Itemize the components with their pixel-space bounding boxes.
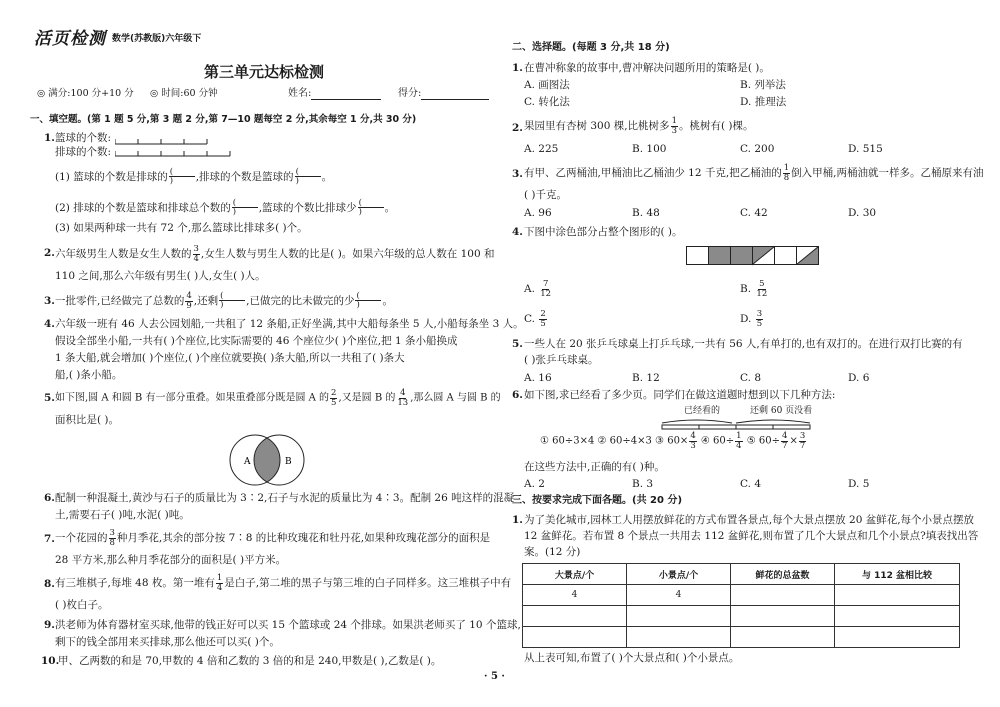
s2q3-option-c[interactable]: C. 42 [740, 207, 768, 219]
s2q5-option-d[interactable]: D. 6 [848, 372, 870, 384]
s2q2-option-d[interactable]: D. 515 [848, 143, 883, 155]
q4-line2: 假设全部坐小船,一共有( )个座位,比实际需要的 46 个座位少( )个座位,把 1 条小船换成 [55, 335, 458, 347]
s2q3-option-a[interactable]: A. 96 [524, 207, 552, 219]
q1-line1: 篮球的个数: [55, 132, 112, 144]
q1-sub2: (2) 排球的个数是篮球和排球总个数的 $\frac{(}{)}$ ,篮球的个数比排球少 $\frac{(}{)}$ 。 [55, 198, 396, 217]
q1-sub3: (3) 如果两种球一共有 72 个,那么篮球比排球多( )个。 [55, 222, 308, 234]
q9-line2: 剩下的钱全部用来买排球,那么他还可以买( )个。 [55, 636, 280, 648]
q6-line1: 配制一种混凝土,黄沙与石子的质量比为 3∶2,石子与水泥的质量比为 4∶3。配制 26 吨这样的混凝 [55, 492, 515, 504]
s2q6-methods: ① 60÷3×4 ② 60÷4×3 ③ 60× $\frac{4}{3}$ ④ 60÷ $\frac{1}{4}$ ⑤ 60÷ $\frac{4}{7}$ × $\frac{3}{7}$ [540, 431, 806, 451]
table-cell[interactable] [731, 606, 835, 627]
q3-number: 3. [44, 295, 55, 307]
s2q1-option-b[interactable]: B. 列举法 [740, 79, 786, 91]
s2q6-stem: 如下图,求已经看了多少页。同学们在做这道题时想到以下几种方法: [524, 389, 836, 401]
q9-number: 9. [44, 619, 55, 631]
s2q5-option-c[interactable]: C. 8 [740, 372, 762, 384]
s2q4-stem: 下图中涂色部分占整个图形的( )。 [524, 226, 683, 238]
s2q4-option-d[interactable]: D. $\frac{3}{5}$ [740, 309, 763, 329]
s3q1-line2: 12 盆鲜花。若布置 8 个景点一共用去 112 盆鲜花,则布置了几个大景点和几个小景点?填表找出答 [524, 530, 979, 542]
s3q1-line3: 案。(12 分) [524, 546, 581, 558]
score-field[interactable]: 得分: [398, 88, 489, 100]
table-cell[interactable] [835, 585, 960, 606]
q4-line3: 1 条大船,就会增加( )个座位,( )个座位就要换( )条大船,所以一共租了( )条大 [55, 352, 405, 364]
table-header: 小景点/个 [627, 564, 731, 585]
q2-line2: 110 之间,那么六年级有男生( )人,女生( )人。 [55, 270, 266, 282]
s2q1-number: 1. [512, 62, 523, 74]
s3q1-conclusion: 从上表可知,布置了( )个大景点和( )个小景点。 [524, 652, 740, 664]
brand-logo: 活页检测 [34, 29, 106, 49]
name-field[interactable]: 姓名: [288, 88, 381, 100]
s2q1-option-d[interactable]: D. 推理法 [740, 96, 787, 108]
q10-line1: 甲、乙两数的和是 70,甲数的 4 倍和乙数的 3 倍的和是 240,甲数是( ),乙数是( )。 [58, 655, 442, 667]
s2q1-option-c[interactable]: C. 转化法 [524, 96, 570, 108]
s2q6-after: 在这些方法中,正确的有( )种。 [524, 461, 665, 473]
s2q4-shaded-figure [686, 246, 822, 266]
score-info: ◎ 满分:100 分+10 分 [37, 88, 134, 99]
q8-line1: 有三堆棋子,每堆 48 枚。第一堆有 $\frac{1}{4}$ 是白子,第二堆的黑子与第三堆的白子同样多。这三堆棋子中有 [55, 573, 512, 593]
section2-title: 二、选择题。(每题 3 分,共 18 分) [512, 42, 670, 53]
s2q2-number: 2. [512, 122, 523, 134]
s2q6-read-label: 已经看的 [684, 406, 721, 416]
q2-number: 2. [44, 247, 55, 259]
s2q4-option-c[interactable]: C. $\frac{2}{5}$ [524, 309, 546, 329]
s2q6-left-label: 还剩 60 页没看 [750, 406, 813, 416]
table-cell[interactable] [731, 585, 835, 606]
page-number: · 5 · [484, 671, 505, 682]
q7-line2: 28 平方米,那么种月季花部分的面积是( )平方米。 [55, 554, 287, 566]
q2-line1: 六年级男生人数是女生人数的 $\frac{3}{4}$ ,女生人数与男生人数的比是( )。如果六年级的总人数在 100 和 [55, 244, 495, 264]
time-info: ◎ 时间:60 分钟 [150, 88, 218, 99]
section3-title: 三、按要求完成下面各题。(共 20 分) [512, 495, 683, 506]
subject-label: 数学(苏教版)六年级下 [112, 34, 202, 44]
s2q6-option-d[interactable]: D. 5 [848, 478, 870, 490]
table-row [523, 627, 960, 648]
s2q6-number: 6. [512, 389, 523, 401]
s3q1-table [522, 563, 960, 648]
s3q1-number: 1. [512, 514, 523, 526]
q7-line1: 一个花园的 $\frac{3}{8}$ 种月季花,其余的部分按 7∶8 的比种玫瑰花和牡丹花,如果种玫瑰花部分的面积是 [55, 528, 491, 548]
q1-number: 1. [44, 132, 55, 144]
table-header: 大景点/个 [523, 564, 627, 585]
s2q3-line1: 有甲、乙两桶油,甲桶油比乙桶油少 12 千克,把乙桶油的 $\frac{1}{8}$ 倒入甲桶,两桶油就一样多。乙桶原来有油 [524, 163, 984, 183]
s2q5-line1: 一些人在 20 张乒乓球桌上打乒乓球,一共有 56 人,有单打的,也有双打的。在进行双打比赛的有 [524, 338, 963, 350]
table-cell[interactable] [835, 606, 960, 627]
table-row [523, 585, 960, 606]
table-cell[interactable] [523, 627, 627, 648]
s2q2-stem: 果园里有杏树 300 棵,比桃树多 $\frac{1}{3}$ 。桃树有( )棵。 [524, 116, 754, 136]
q4-line1: 六年级一班有 46 人去公园划船,一共租了 12 条船,正好坐满,其中大船每条坐 5 人,小船每条坐 3 人。 [55, 318, 524, 330]
s2q5-number: 5. [512, 338, 523, 350]
table-header: 鲜花的总盆数 [731, 564, 835, 585]
s2q2-option-a[interactable]: A. 225 [524, 143, 559, 155]
s2q2-option-b[interactable]: B. 100 [632, 143, 667, 155]
s2q6-option-b[interactable]: B. 3 [632, 478, 654, 490]
q1-sub1: (1) 篮球的个数是排球的 $\frac{(}{)}$ ,排球的个数是篮球的 $\frac{(}{)}$ 。 [55, 167, 333, 186]
s2q1-stem: 在曹冲称象的故事中,曹冲解决问题所用的策略是( )。 [524, 62, 770, 74]
table-cell[interactable] [835, 627, 960, 648]
venn-diagram [228, 432, 308, 488]
table-row [523, 606, 960, 627]
s2q6-line-diagram [660, 417, 814, 431]
q3-line: 一批零件,已经做完了总数的 $\frac{4}{9}$ ,还剩 $\frac{(}{)}$ ,已做完的比未做完的少 $\frac{(}{)}$ 。 [55, 291, 393, 311]
table-cell[interactable]: 4 [523, 585, 627, 606]
q1-line2: 排球的个数: [55, 146, 112, 158]
s2q6-option-c[interactable]: C. 4 [740, 478, 762, 490]
q5-number: 5. [44, 392, 55, 404]
s2q3-option-d[interactable]: D. 30 [848, 207, 877, 219]
q4-number: 4. [44, 318, 55, 330]
s2q5-option-b[interactable]: B. 12 [632, 372, 660, 384]
s2q4-option-b[interactable]: B. $\frac{5}{12}$ [740, 279, 768, 299]
s2q3-option-b[interactable]: B. 48 [632, 207, 660, 219]
s2q6-option-a[interactable]: A. 2 [524, 478, 545, 490]
table-cell[interactable] [731, 627, 835, 648]
s3q1-line1: 为了美化城市,园林工人用摆放鲜花的方式布置各景点,每个大景点摆放 20 盆鲜花,每个小景点摆放 [524, 514, 975, 526]
q6-line2: 土,需要石子( )吨,水泥( )吨。 [55, 509, 190, 521]
s2q5-line2: ( )张乒乓球桌。 [524, 354, 599, 366]
s2q2-option-c[interactable]: C. 200 [740, 143, 775, 155]
q8-number: 8. [44, 578, 55, 590]
table-cell[interactable] [523, 606, 627, 627]
q6-number: 6. [44, 492, 55, 504]
section1-title: 一、填空题。(第 1 题 5 分,第 3 题 2 分,第 7—10 题每空 2 分,其余每空 1 分,共 30 分) [30, 114, 417, 125]
q8-line2: ( )枚白子。 [55, 599, 109, 611]
s2q4-option-a[interactable]: A. $\frac{7}{12}$ [524, 279, 552, 299]
venn-label-a: A [244, 457, 251, 467]
q7-number: 7. [44, 533, 55, 545]
venn-label-b: B [285, 457, 292, 467]
s2q3-line2: ( )千克。 [524, 189, 568, 201]
table-cell[interactable]: 4 [627, 585, 731, 606]
table-header: 与 112 盆相比较 [835, 564, 960, 585]
s2q4-number: 4. [512, 226, 523, 238]
q10-number: 10. [41, 655, 60, 667]
s2q5-option-a[interactable]: A. 16 [524, 372, 552, 384]
q1-bar-diagram [115, 134, 235, 158]
q5-line1: 如下图,圆 A 和圆 B 有一部分重叠。如果重叠部分既是圆 A 的 $\frac{2}{5}$ ,又是圆 B 的 $\frac{4}{13}$ ,那么圆 A 与圆 B 的 [55, 388, 501, 408]
s2q1-option-a[interactable]: A. 画图法 [524, 79, 570, 91]
s2q3-number: 3. [512, 168, 523, 180]
page-title: 第三单元达标检测 [204, 63, 325, 81]
q4-line4: 船,( )条小船。 [55, 369, 123, 381]
table-cell[interactable] [627, 627, 731, 648]
q5-line2: 面积比是( )。 [55, 414, 120, 426]
q9-line1: 洪老师为体育器材室买球,他带的钱正好可以买 15 个篮球或 24 个排球。如果洪老师买了 10 个篮球, [55, 619, 521, 631]
table-cell[interactable] [627, 606, 731, 627]
